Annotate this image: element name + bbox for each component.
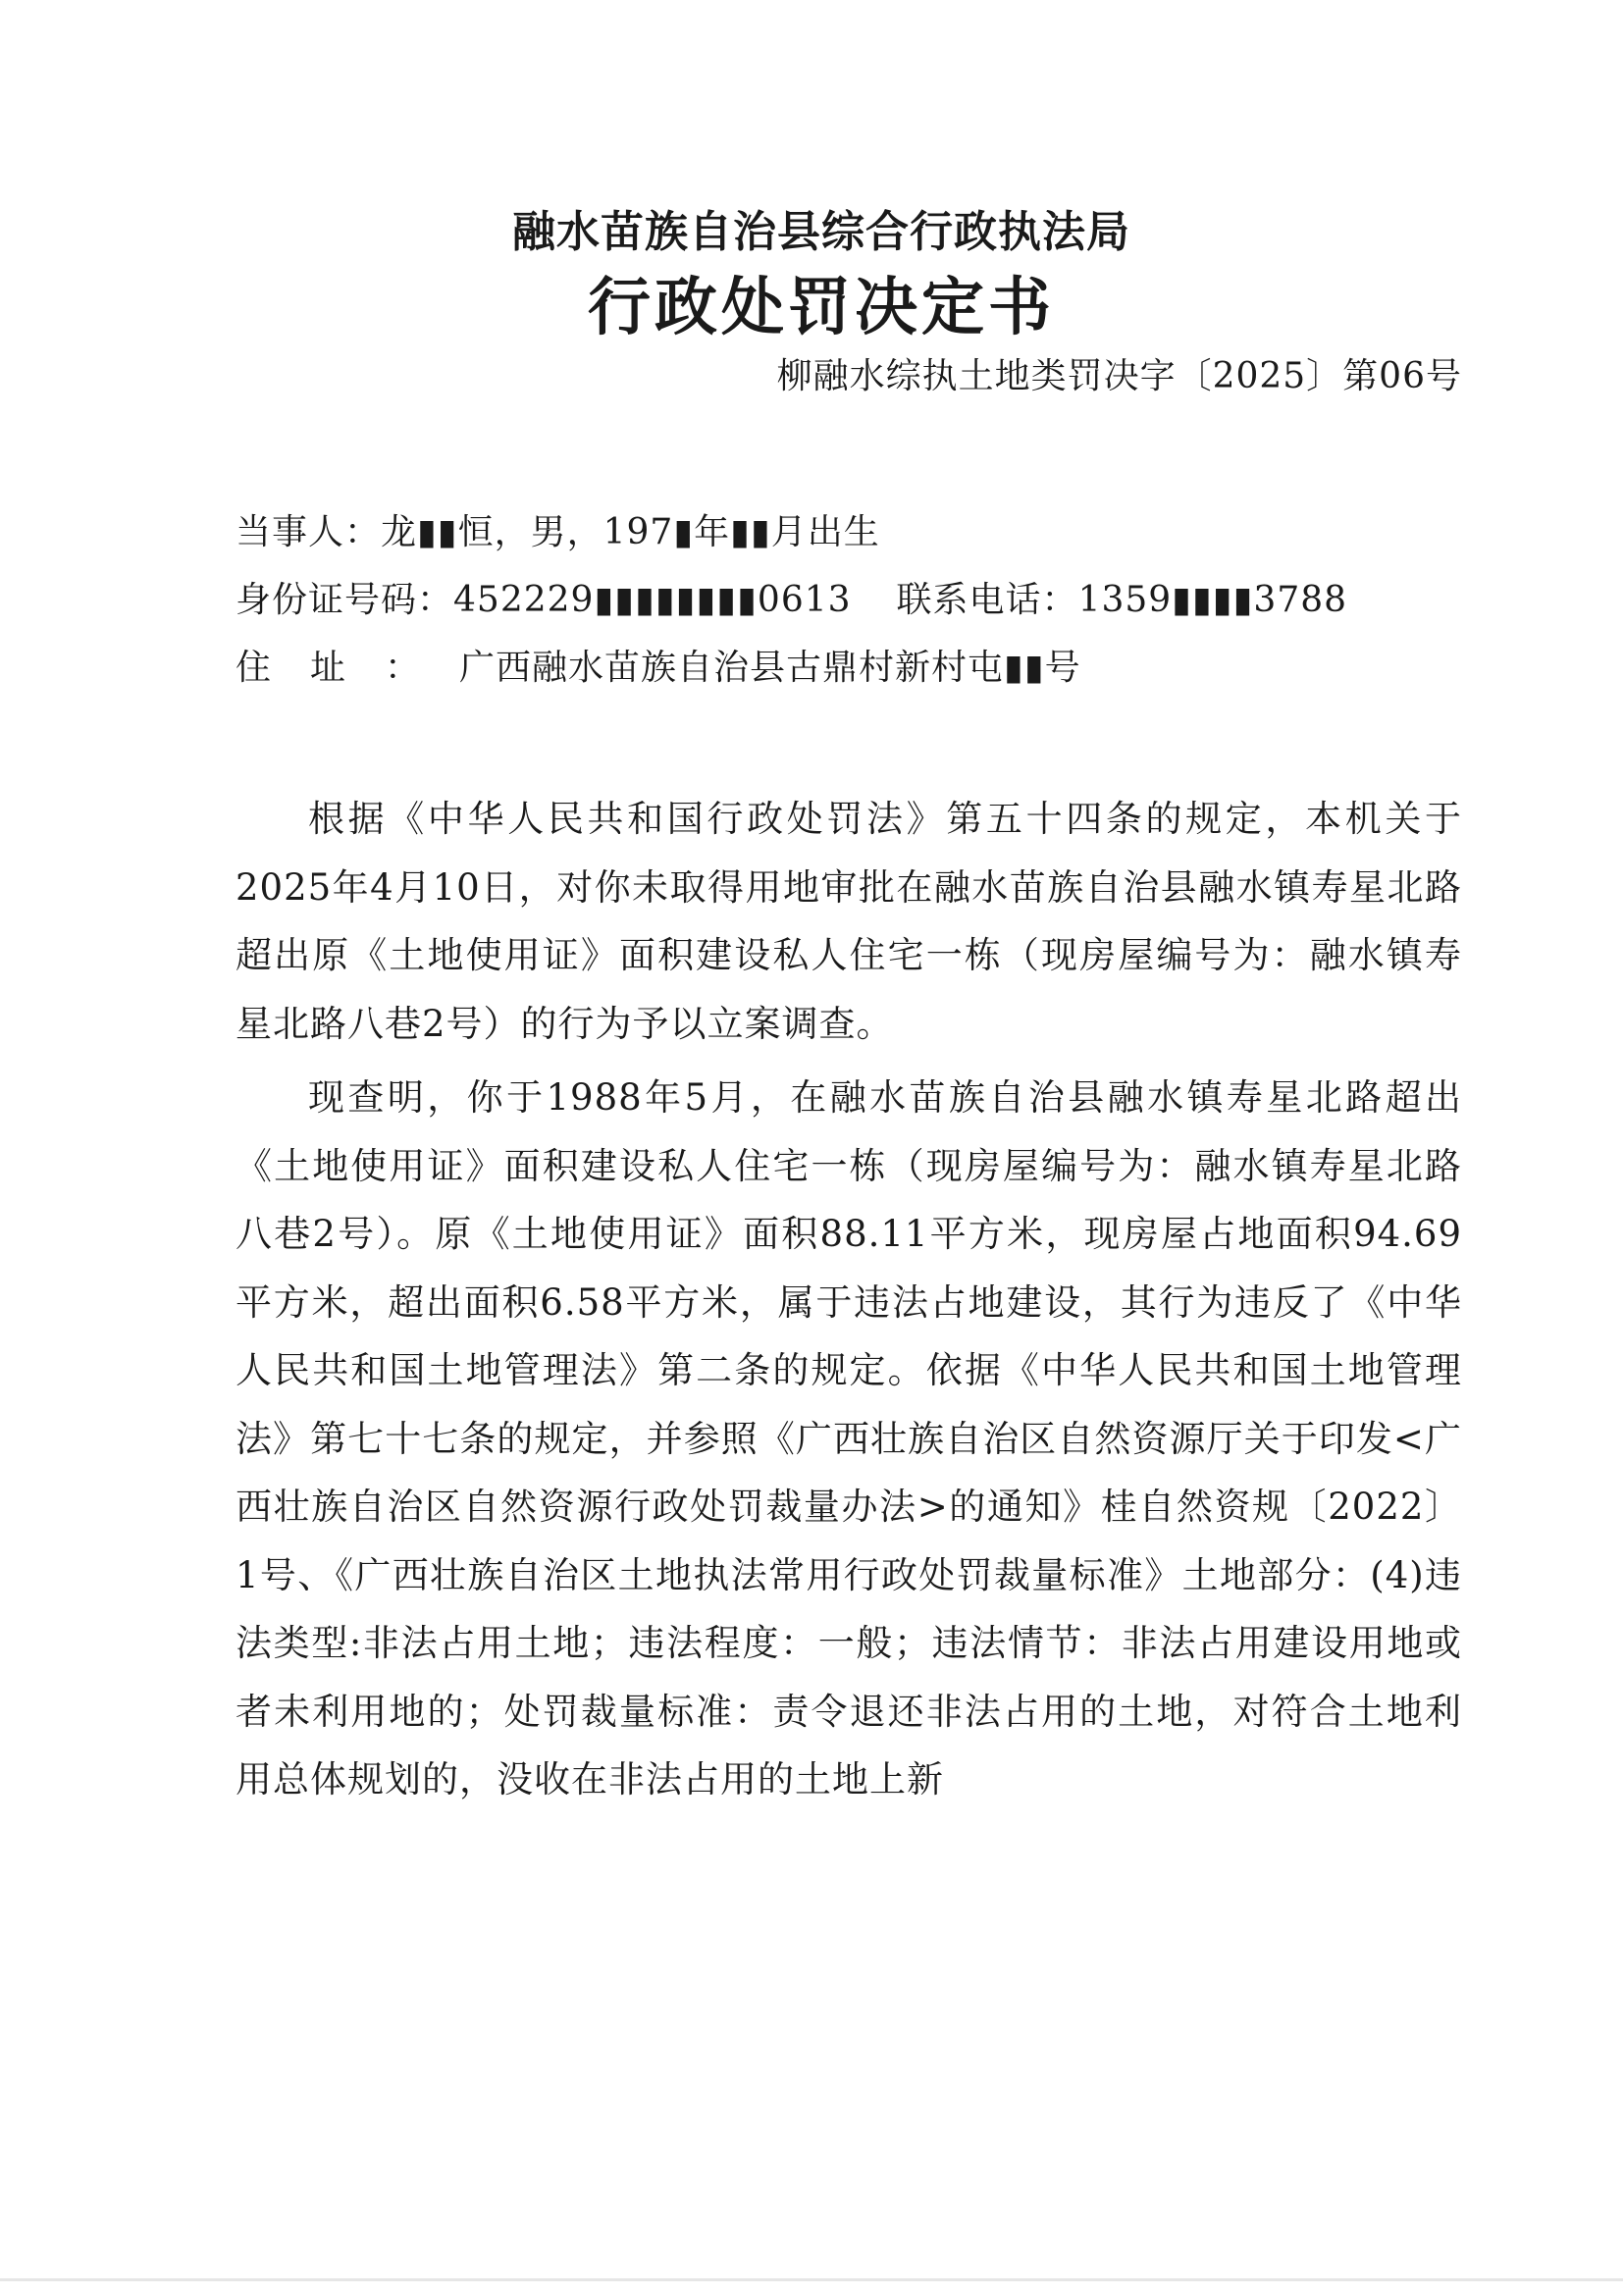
scan-edge-line	[0, 2278, 1623, 2281]
party-name-line: 当事人：龙▮▮恒，男，197▮年▮▮月出生	[236, 512, 880, 552]
address-value: 广西融水苗族自治县古鼎村新村屯▮▮号	[459, 648, 1081, 688]
decision-body	[236, 785, 1462, 1820]
paragraph-findings: 现查明，你于1988年5月，在融水苗族自治县融水镇寿星北路超出《土地使用证》面积建设私人住宅一栋（现房屋编号为：融水镇寿星北路八巷2号）。原《土地使用证》面积88.11平方米，现房屋占地面积94.69平方米，超出面积6.58平方米，属于违法占地建设，其行为违反了《中华人民共和国土地管理法》第二条的规定。依据《中华人民共和国土地管理法》第七十七条的规定，并参照《广西壮族自治区自然资源厅关于印发<广西壮族自治区自然资源行政处罚裁量办法>的通知》桂自然资规〔2022〕1号、《广西壮族自治区土地执法常用行政处罚裁量标准》土地部分：(4)违法类型:非法占用土地；违法程度：一般；违法情节：非法占用建设用地或者未利用地的；处罚裁量标准：责令退还非法占用的土地，对符合土地利用总体规划的，没收在非法占用的土地上新	[236, 1076, 1462, 1800]
phone-number: 1359▮▮▮▮3788	[1077, 580, 1348, 620]
phone-label: 联系电话：	[896, 580, 1078, 620]
agency-title: 融水苗族自治县综合行政执法局	[512, 207, 1130, 257]
party-id-line	[236, 566, 1462, 634]
id-number: 452229▮▮▮▮▮▮▮▮0613	[453, 580, 852, 620]
document-title: 行政处罚决定书	[588, 271, 1055, 344]
party-info	[236, 498, 1462, 702]
paragraph-case-filing: 根据《中华人民共和国行政处罚法》第五十四条的规定，本机关于 2025年4月10日，对你未取得用地审批在融水苗族自治县融水镇寿星北路超出原《土地使用证》面积建设私人住宅一栋（现房屋编号为：融水镇寿星北路八巷2号）的行为予以立案调查。	[236, 798, 1462, 1045]
id-label: 身份证号码：	[236, 580, 454, 620]
address-label: 住址：	[236, 648, 460, 688]
document-number: 柳融水综执土地类罚决字〔2025〕第06号	[776, 356, 1462, 396]
party-address-line	[236, 634, 1462, 702]
